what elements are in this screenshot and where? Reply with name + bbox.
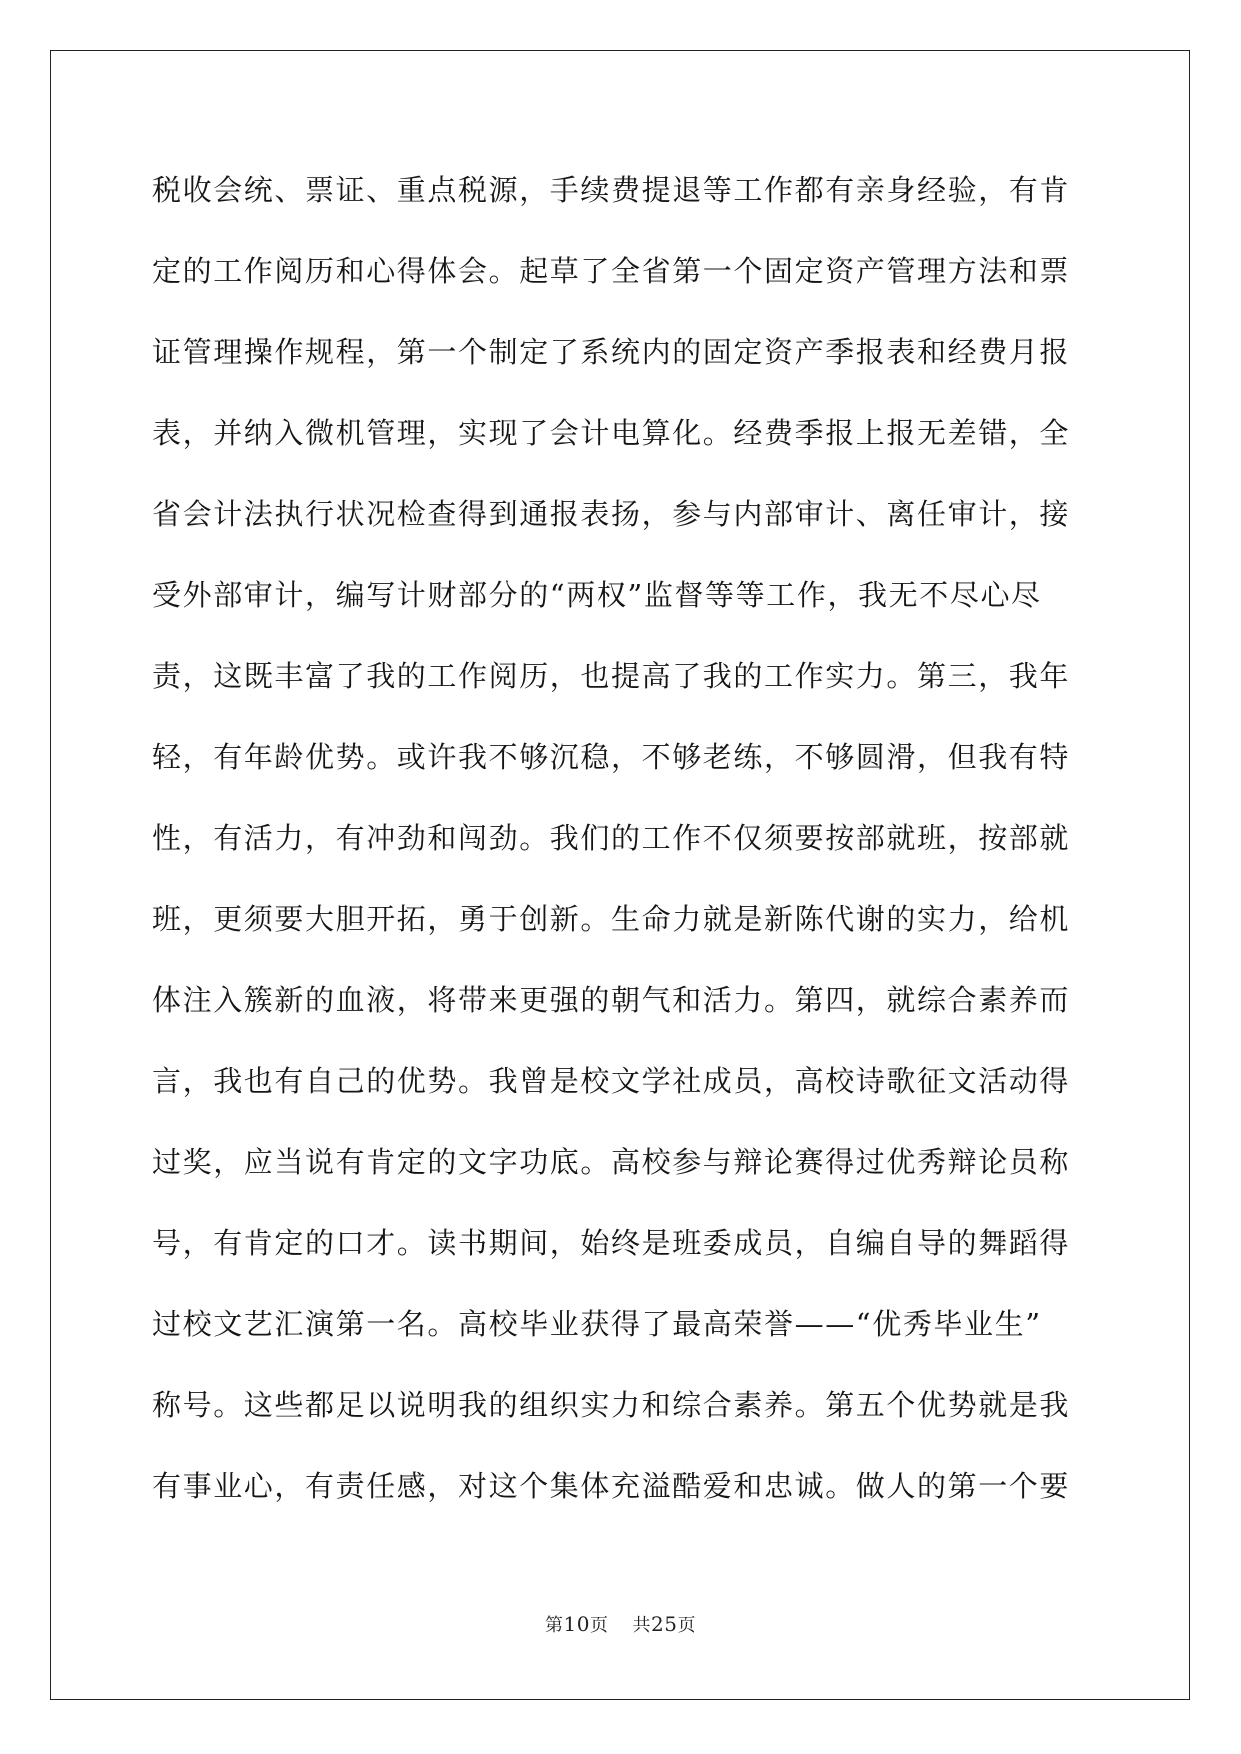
text-line: 轻，有年龄优势。或许我不够沉稳，不够老练，不够圆滑，但我有特: [152, 740, 1071, 774]
total-suffix: 页: [677, 1615, 696, 1636]
text-line: 税收会统、票证、重点税源，手续费提退等工作都有亲身经验，有肯: [152, 173, 1071, 207]
text-line: 过校文艺汇演第一名。高校毕业获得了最高荣誉——“优秀毕业生”: [152, 1307, 1042, 1341]
page-number: 10: [563, 1612, 590, 1636]
total-prefix: 共: [632, 1615, 651, 1636]
text-line: 体注入簇新的血液，将带来更强的朝气和活力。第四，就综合素养而: [152, 983, 1071, 1017]
page-prefix: 第: [545, 1615, 564, 1636]
page-suffix: 页: [590, 1615, 609, 1636]
text-line: 表，并纳入微机管理，实现了会计电算化。经费季报上报无差错，全: [152, 416, 1071, 450]
text-line: 有事业心，有责任感，对这个集体充溢酷爱和忠诚。做人的第一个要: [152, 1469, 1071, 1503]
text-line: 号，有肯定的口才。读书期间，始终是班委成员，自编自导的舞蹈得: [152, 1226, 1071, 1260]
document-body: [152, 162, 1092, 1539]
total-pages: 25: [651, 1612, 678, 1636]
text-line: 称号。这些都足以说明我的组织实力和综合素养。第五个优势就是我: [152, 1388, 1071, 1422]
text-line: 证管理操作规程，第一个制定了系统内的固定资产季报表和经费月报: [152, 335, 1071, 369]
page-footer: [0, 1611, 1241, 1637]
text-line: 过奖，应当说有肯定的文字功底。高校参与辩论赛得过优秀辩论员称: [152, 1145, 1071, 1179]
text-line: 省会计法执行状况检查得到通报表扬，参与内部审计、离任审计，接: [152, 497, 1071, 531]
text-line: 定的工作阅历和心得体会。起草了全省第一个固定资产管理方法和票: [152, 254, 1071, 288]
text-line: 性，有活力，有冲劲和闯劲。我们的工作不仅须要按部就班，按部就: [152, 821, 1071, 855]
text-line: 受外部审计，编写计财部分的“两权”监督等等工作，我无不尽心尽: [152, 578, 1042, 612]
text-line: 班，更须要大胆开拓，勇于创新。生命力就是新陈代谢的实力，给机: [152, 902, 1071, 936]
text-line: 言，我也有自己的优势。我曾是校文学社成员，高校诗歌征文活动得: [152, 1064, 1071, 1098]
text-line: 责，这既丰富了我的工作阅历，也提高了我的工作实力。第三，我年: [152, 659, 1071, 693]
